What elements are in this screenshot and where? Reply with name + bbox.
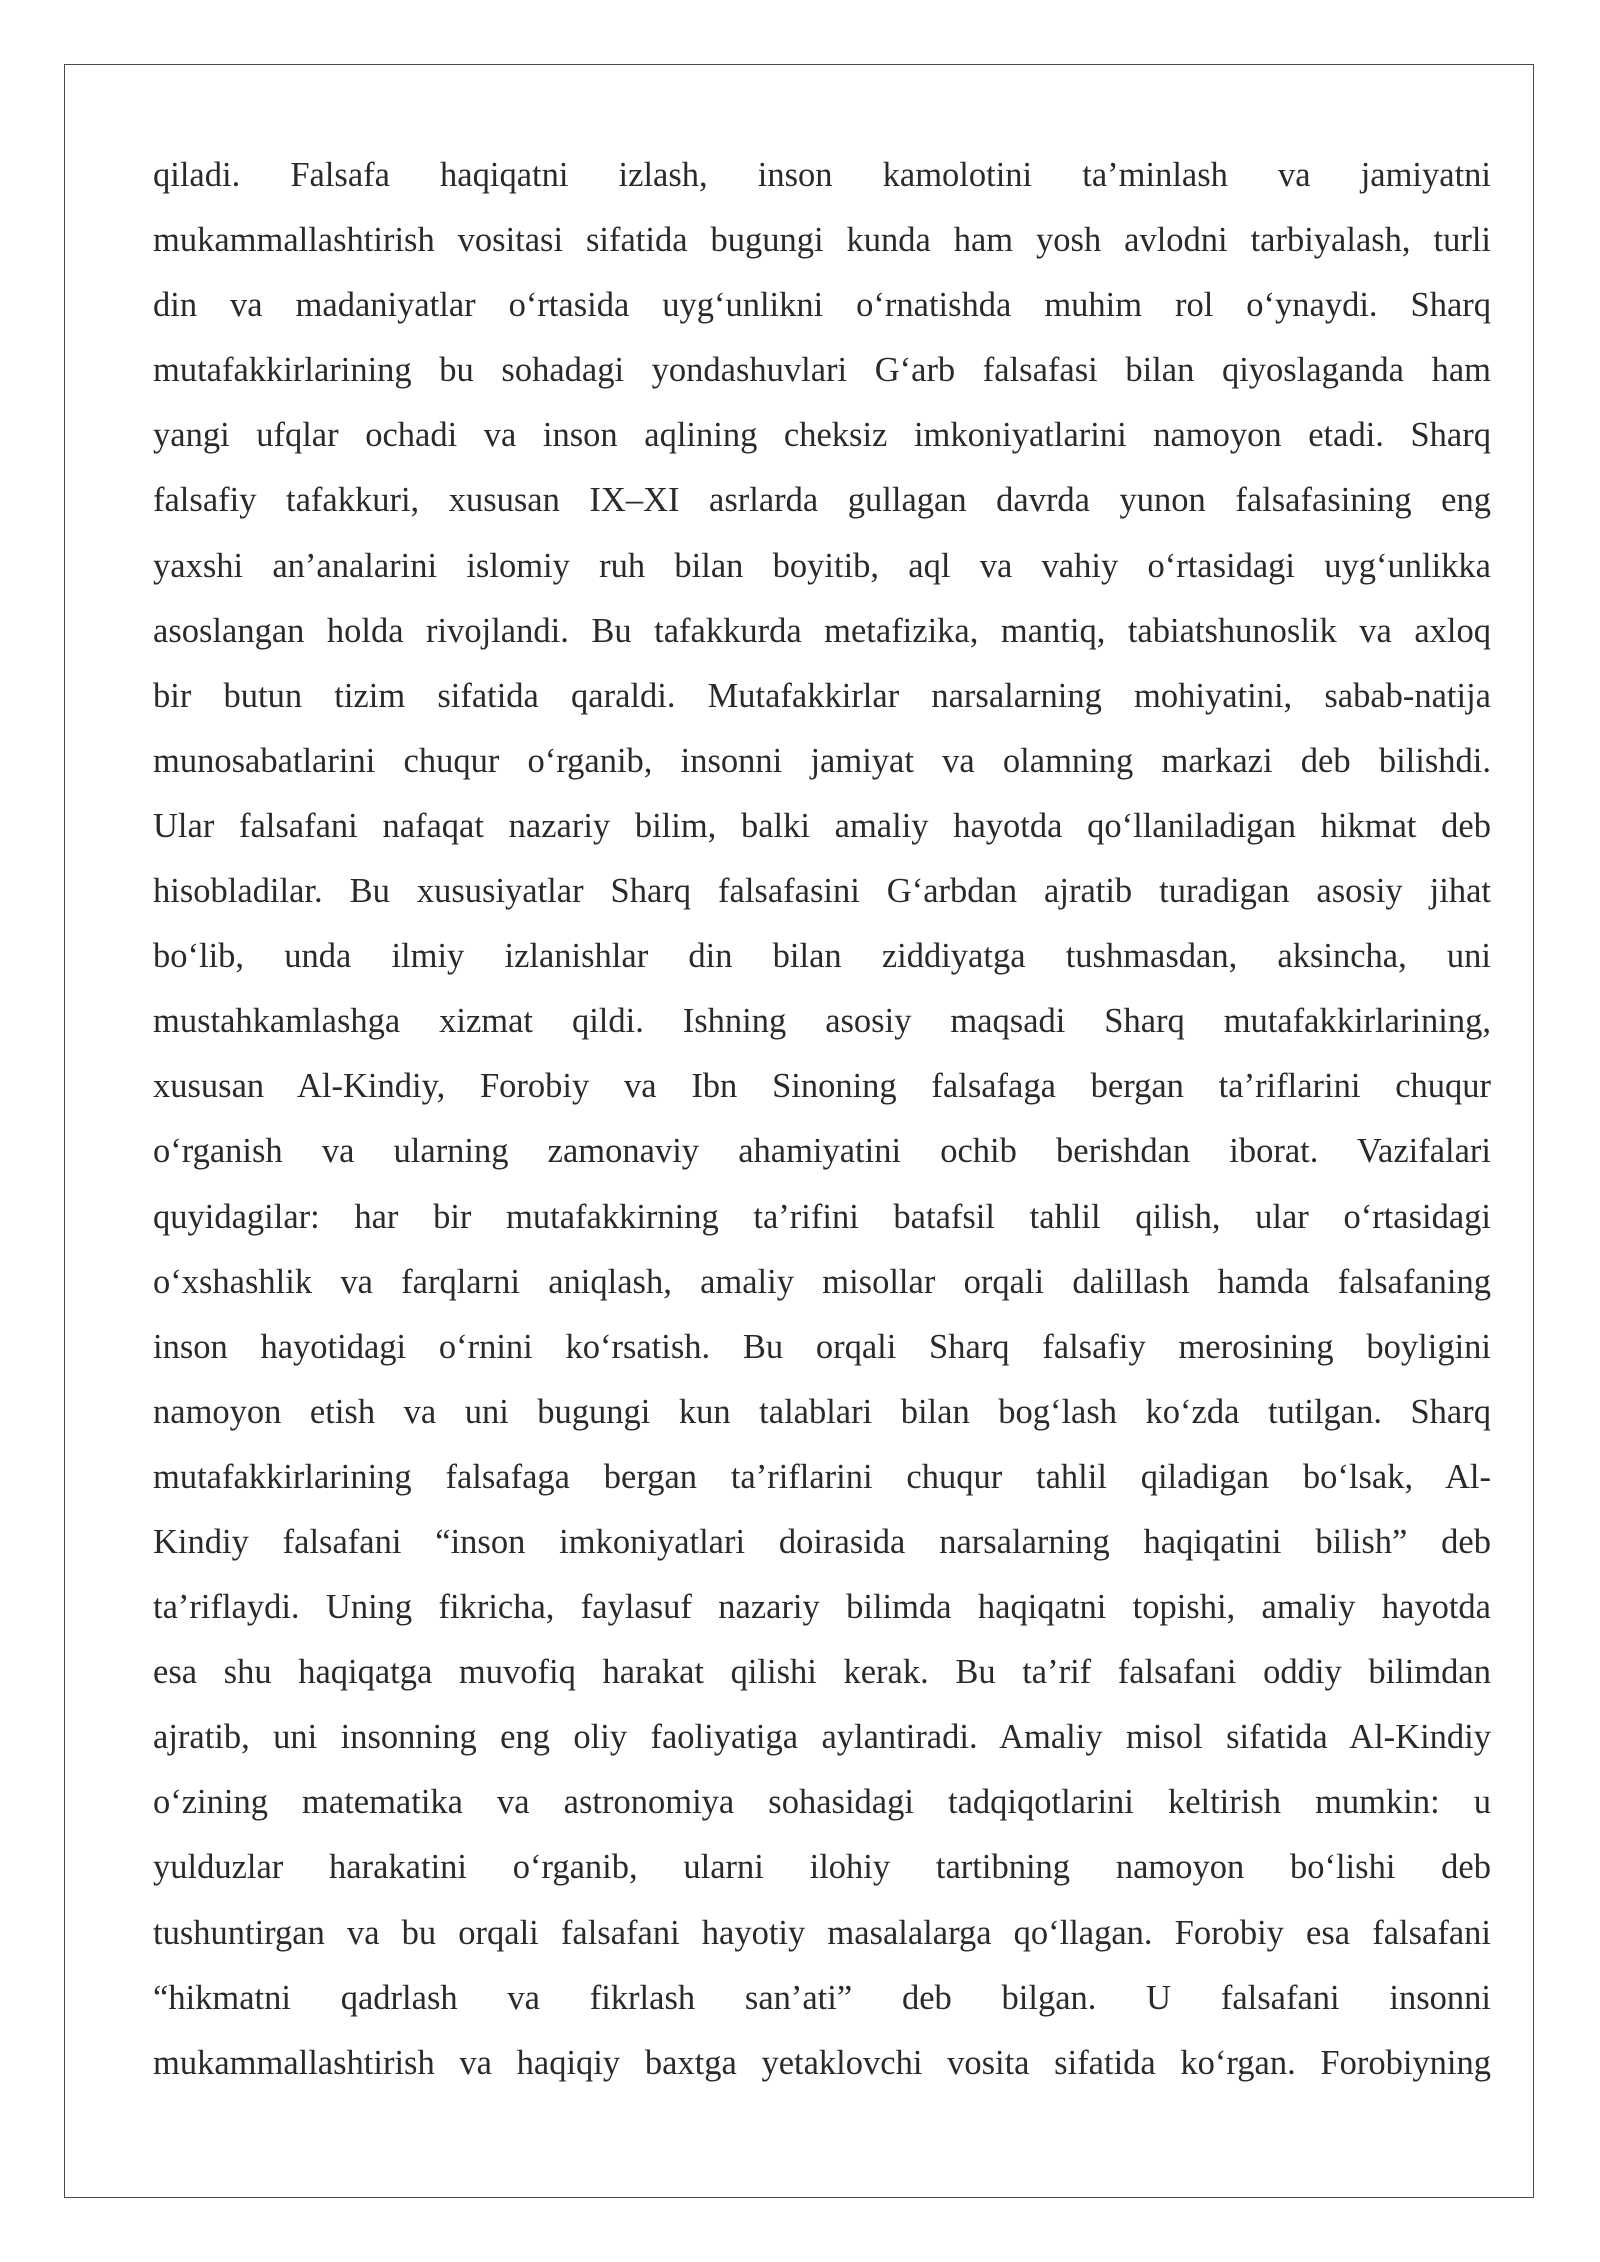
text-line: namoyon etish va uni bugungi kun talablari bilan bog‘lash ko‘zda tutilgan. Sharq bbox=[153, 1392, 1491, 1431]
text-line: o‘rganish va ularning zamonaviy ahamiyatini ochib berishdan iborat. Vazifalari bbox=[153, 1132, 1491, 1171]
text-line: yaxshi an’analarini islomiy ruh bilan boyitib, aql va vahiy o‘rtasidagi uyg‘unlikka bbox=[153, 546, 1491, 585]
text-line: inson hayotidagi o‘rnini ko‘rsatish. Bu orqali Sharq falsafiy merosining boyligini bbox=[153, 1327, 1491, 1366]
text-line: ta’riflaydi. Uning fikricha, faylasuf nazariy bilimda haqiqatni topishi, amaliy hayotda bbox=[153, 1588, 1491, 1627]
text-line: yangi ufqlar ochadi va inson aqlining cheksiz imkoniyatlarini namoyon etadi. Sharq bbox=[153, 416, 1491, 455]
text-line: esa shu haqiqatga muvofiq harakat qilishi kerak. Bu ta’rif falsafani oddiy bilimdan bbox=[153, 1653, 1491, 1692]
text-line: Ular falsafani nafaqat nazariy bilim, balki amaliy hayotda qo‘llaniladigan hikmat deb bbox=[153, 806, 1491, 845]
text-line: din va madaniyatlar o‘rtasida uyg‘unlikni o‘rnatishda muhim rol o‘ynaydi. Sharq bbox=[153, 286, 1491, 325]
text-line: Kindiy falsafani “inson imkoniyatlari doirasida narsalarning haqiqatini bilish” deb bbox=[153, 1522, 1491, 1561]
text-line: mutafakkirlarining falsafaga bergan ta’riflarini chuqur tahlil qiladigan bo‘lsak, Al- bbox=[153, 1457, 1491, 1496]
text-line: ajratib, uni insonning eng oliy faoliyatiga aylantiradi. Amaliy misol sifatida Al-Kindiy bbox=[153, 1718, 1491, 1757]
text-line: munosabatlarini chuqur o‘rganib, insonni jamiyat va olamning markazi deb bilishdi. bbox=[153, 741, 1491, 780]
text-line: o‘xshashlik va farqlarni aniqlash, amaliy misollar orqali dalillash hamda falsafaning bbox=[153, 1262, 1491, 1301]
text-line: o‘zining matematika va astronomiya sohasidagi tadqiqotlarini keltirish mumkin: u bbox=[153, 1783, 1491, 1822]
text-line: xususan Al-Kindiy, Forobiy va Ibn Sinoning falsafaga bergan ta’riflarini chuqur bbox=[153, 1067, 1491, 1106]
text-line: qiladi. Falsafa haqiqatni izlash, inson kamolotini ta’minlash va jamiyatni bbox=[153, 156, 1491, 194]
text-line: “hikmatni qadrlash va fikrlash san’ati” deb bilgan. U falsafani insonni bbox=[153, 1978, 1491, 2017]
text-line: asoslangan holda rivojlandi. Bu tafakkurda metafizika, mantiq, tabiatshunoslik va axloq bbox=[153, 611, 1491, 650]
text-line: mukammallashtirish va haqiqiy baxtga yetaklovchi vosita sifatida ko‘rgan. Forobiyning bbox=[153, 2043, 1491, 2082]
text-line: hisobladilar. Bu xususiyatlar Sharq falsafasini G‘arbdan ajratib turadigan asosiy jihat bbox=[153, 872, 1491, 911]
text-line: tushuntirgan va bu orqali falsafani hayotiy masalalarga qo‘llagan. Forobiy esa falsafani bbox=[153, 1913, 1491, 1952]
text-line: mustahkamlashga xizmat qildi. Ishning asosiy maqsadi Sharq mutafakkirlarining, bbox=[153, 1002, 1491, 1041]
text-line: yulduzlar harakatini o‘rganib, ularni ilohiy tartibning namoyon bo‘lishi deb bbox=[153, 1848, 1491, 1887]
text-line: falsafiy tafakkuri, xususan IX–XI asrlarda gullagan davrda yunon falsafasining eng bbox=[153, 481, 1491, 520]
body-paragraph bbox=[153, 151, 1491, 2104]
text-line: quyidagilar: har bir mutafakkirning ta’rifini batafsil tahlil qilish, ular o‘rtasidagi bbox=[153, 1197, 1491, 1236]
text-line: bir butun tizim sifatida qaraldi. Mutafakkirlar narsalarning mohiyatini, sabab-natija bbox=[153, 676, 1491, 715]
text-line: mukammallashtirish vositasi sifatida bugungi kunda ham yosh avlodni tarbiyalash, turli bbox=[153, 221, 1491, 260]
text-line: bo‘lib, unda ilmiy izlanishlar din bilan ziddiyatga tushmasdan, aksincha, uni bbox=[153, 937, 1491, 976]
text-line: mutafakkirlarining bu sohadagi yondashuvlari G‘arb falsafasi bilan qiyoslaganda ham bbox=[153, 351, 1491, 390]
